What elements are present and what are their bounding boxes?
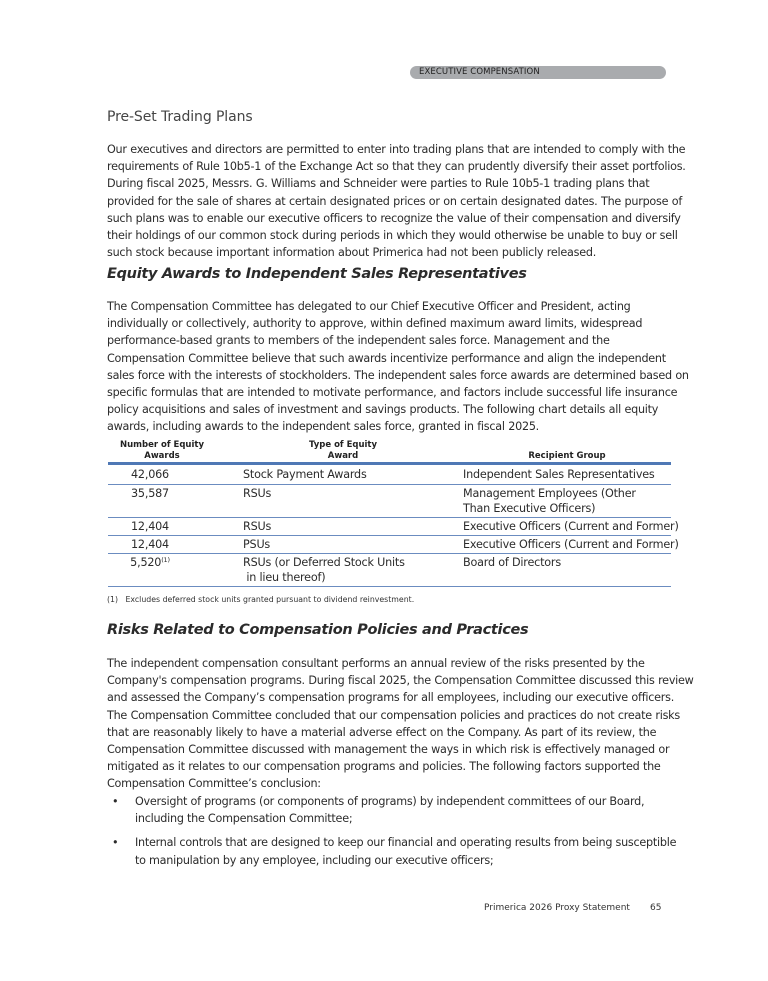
risk-factors-list xyxy=(107,793,677,876)
text-line: During fiscal 2025, Messrs. G. Williams and Schneider were parties to Rule 10b5-1 trading plans that xyxy=(107,177,650,191)
table-bottom-rule xyxy=(108,586,671,587)
cell-type: PSUs xyxy=(243,538,271,551)
text-line: Internal controls that are designed to keep our financial and operating results from being susceptible xyxy=(135,836,677,850)
text-line: their holdings of our common stock during periods in which they would otherwise be unable to buy or sell xyxy=(107,229,678,243)
header-recipient-group: Recipient Group xyxy=(528,451,606,461)
pre-set-trading-plans-heading: Pre-Set Trading Plans xyxy=(107,109,253,125)
table-footnote xyxy=(107,595,414,604)
text-line: Oversight of programs (or components of programs) by independent committees of our Board, xyxy=(135,795,645,808)
text-line: The independent compensation consultant performs an annual review of the risks presented by the xyxy=(107,657,645,670)
text-line: specific formulas that are intended to motivate performance, and factors include successful life insurance xyxy=(107,386,678,400)
header-number-of-awards xyxy=(108,440,216,462)
header-rule xyxy=(108,462,671,465)
text-line: Our executives and directors are permitted to enter into trading plans that are intended to comply with the xyxy=(107,143,686,156)
text-line: The Compensation Committee concluded that our compensation policies and practices do not create risks xyxy=(107,708,680,722)
footnote-ref: (1) xyxy=(161,556,170,564)
text-line: to manipulation by any employee, including our executive officers; xyxy=(135,853,494,867)
bullet-icon: • xyxy=(112,836,119,850)
list-item xyxy=(107,834,677,868)
cell-recipient: Executive Officers (Current and Former) xyxy=(463,520,679,533)
cell-recipient: Board of Directors xyxy=(463,556,561,569)
cell-number xyxy=(108,555,192,570)
bullet-icon: • xyxy=(112,795,119,808)
text-line: Compensation Committee’s conclusion: xyxy=(107,777,321,791)
text-line: Compensation Committee discussed with management the ways in which risk is effectively managed or xyxy=(107,743,670,757)
section-header-pill xyxy=(410,66,666,79)
row-divider xyxy=(108,484,671,485)
header-type-of-award xyxy=(258,440,428,462)
cell-recipient: Than Executive Officers) xyxy=(463,502,596,515)
equity-awards-heading: Equity Awards to Independent Sales Representatives xyxy=(107,266,527,282)
text-line: Company's compensation programs. During fiscal 2025, the Compensation Committee discussed this review xyxy=(107,674,694,688)
text-line: mitigated as it relates to our compensation programs and policies. The following factors supported the xyxy=(107,760,661,774)
header-text: Type of Equity xyxy=(308,440,378,450)
number-value: 5,520 xyxy=(130,556,162,569)
page-number: 65 xyxy=(650,903,662,913)
row-divider xyxy=(108,517,671,518)
text-line: provided for the sale of shares at certain designated prices or on certain designated dates. The purpose of xyxy=(107,194,683,208)
text-line: and assessed the Company’s compensation programs for all employees, including our executive officers. xyxy=(107,691,675,705)
cell-recipient: Independent Sales Representatives xyxy=(463,468,655,481)
risks-paragraph xyxy=(107,655,694,793)
list-item xyxy=(107,793,672,827)
text-line: performance-based grants to members of the independent sales force. Management and the xyxy=(107,334,610,348)
equity-awards-paragraph xyxy=(107,298,689,436)
text-line: awards, including awards to the independent sales force, granted in fiscal 2025. xyxy=(107,420,539,434)
text-line: that are reasonably likely to have a material adverse effect on the Company. As part of its review, the xyxy=(107,725,657,739)
text-line: such plans was to enable our executive officers to recognize the value of their compensation and diversify xyxy=(107,211,681,225)
cell-type: RSUs xyxy=(243,520,272,533)
cell-type: RSUs xyxy=(243,487,272,500)
cell-recipient: Executive Officers (Current and Former) xyxy=(463,538,679,551)
row-divider xyxy=(108,553,671,554)
text-line: policy acquisitions and sales of investment and savings products. The following chart details all equity xyxy=(107,403,659,417)
header-text: Award xyxy=(327,451,359,461)
section-label: EXECUTIVE COMPENSATION xyxy=(419,67,540,77)
risks-heading: Risks Related to Compensation Policies and Practices xyxy=(107,622,529,638)
cell-number: 42,066 xyxy=(131,468,169,481)
footnote-mark: (1) xyxy=(107,595,119,604)
cell-type: RSUs (or Deferred Stock Units xyxy=(243,556,405,569)
cell-number: 35,587 xyxy=(131,487,169,500)
text-line: The Compensation Committee has delegated to our Chief Executive Officer and President, acting xyxy=(107,300,631,313)
text-line: individually or collectively, authority to approve, within defined maximum award limits, widespread xyxy=(107,317,643,331)
footnote-text: Excludes deferred stock units granted pursuant to dividend reinvestment. xyxy=(125,595,415,604)
cell-number: 12,404 xyxy=(131,538,169,551)
footer-doc-title: Primerica 2026 Proxy Statement xyxy=(484,903,630,913)
header-text: Awards xyxy=(144,451,180,461)
text-line: sales force with the interests of stockholders. The independent sales force awards are determined based on xyxy=(107,368,689,382)
row-divider xyxy=(108,535,671,536)
cell-recipient: Management Employees (Other xyxy=(463,487,636,500)
header-text: Number of Equity xyxy=(120,440,204,450)
cell-type: in lieu thereof) xyxy=(243,571,326,584)
text-line: Compensation Committee believe that such awards incentivize performance and align the independent xyxy=(107,351,666,365)
cell-number: 12,404 xyxy=(131,520,169,533)
text-line: such stock because important information about Primerica had not been publicly released. xyxy=(107,246,597,260)
pre-set-trading-plans-paragraph xyxy=(107,141,686,261)
text-line: requirements of Rule 10b5-1 of the Exchange Act so that they can prudently diversify their asset portfolios. xyxy=(107,160,686,174)
cell-type: Stock Payment Awards xyxy=(243,468,367,481)
text-line: including the Compensation Committee; xyxy=(135,812,353,826)
